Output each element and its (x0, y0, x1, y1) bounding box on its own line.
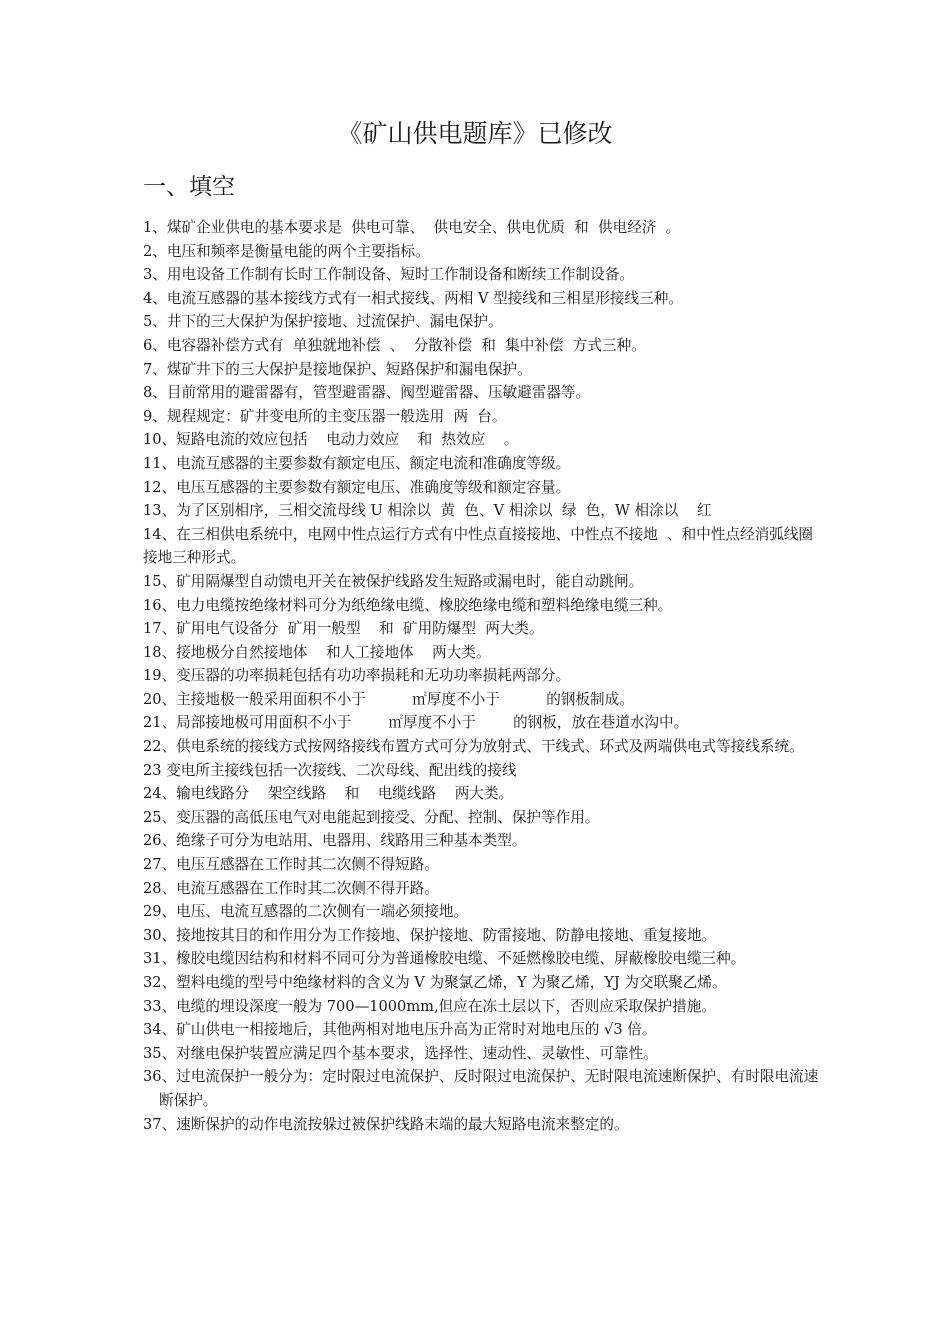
question-item: 17、矿用电气设备分 矿用一般型 和 矿用防爆型 两大类。 (143, 620, 544, 638)
question-item: 25、变压器的高低压电气对电能起到接受、分配、控制、保护等作用。 (143, 808, 600, 826)
question-item: 14、在三相供电系统中，电网中性点运行方式有中性点直接接地、中性点不接地 、和中性点经消弧线圈接地三种形式。 (143, 525, 813, 567)
question-item: 26、绝缘子可分为电站用、电器用、线路用三种基本类型。 (143, 832, 527, 850)
question-item: 34、矿山供电一相接地后，其他两相对地电压升高为正常时对地电压的 √3 倍。 (143, 1021, 657, 1039)
question-item: 29、电压、电流互感器的二次侧有一端必须接地。 (143, 903, 469, 921)
section-heading: 一、填空 (143, 174, 235, 200)
question-item: 32、塑料电缆的型号中绝缘材料的含义为 V 为聚氯乙烯，Y 为聚乙烯，YJ 为交联聚乙烯。 (143, 974, 727, 991)
question-list (143, 216, 823, 1136)
question-item: 35、对继电保护装置应满足四个基本要求，选择性、速动性、灵敏性、可靠性。 (143, 1044, 658, 1062)
question-item: 37、速断保护的动作电流按躲过被保护线路末端的最大短路电流来整定的。 (143, 1115, 629, 1133)
question-item: 4、电流互感器的基本接线方式有一相式接线、两相 V 型接线和三相星形接线三种。 (143, 289, 683, 307)
question-item: 36、过电流保护一般分为：定时限过电流保护、反时限过电流保护、无时限电流速断保护、有时限电流速断保护。 (143, 1068, 819, 1109)
question-item: 9、规程规定：矿井变电所的主变压器一般选用 两 台。 (143, 407, 507, 425)
question-item: 15、矿用隔爆型自动馈电开关在被保护线路发生短路或漏电时，能自动跳闸。 (143, 572, 644, 590)
question-item: 11、电流互感器的主要参数有额定电压、额定电流和准确度等级。 (143, 454, 571, 472)
question-item: 33、电缆的埋设深度一般为 700—1000mm,但应在冻土层以下，否则应采取保护措施。 (143, 997, 716, 1015)
question-item: 1、煤矿企业供电的基本要求是 供电可靠、 供电安全、供电优质 和 供电经济 。 (143, 219, 681, 236)
question-item: 7、煤矿井下的三大保护是接地保护、短路保护和漏电保护。 (143, 360, 532, 378)
question-item: 24、输电线路分 架空线路 和 电缆线路 两大类。 (143, 785, 514, 803)
question-item: 12、电压互感器的主要参数有额定电压、准确度等级和额定容量。 (143, 478, 571, 496)
question-item: 22、供电系统的接线方式按网络接线布置方式可分为放射式、干线式、环式及两端供电式等接线系统。 (143, 738, 804, 756)
question-item: 6、电容器补偿方式有 单独就地补偿 、 分散补偿 和 集中补偿 方式三种。 (143, 336, 646, 354)
question-item: 19、变压器的功率损耗包括有功功率损耗和无功功率损耗两部分。 (143, 667, 571, 685)
question-item: 28、电流互感器在工作时其二次侧不得开路。 (143, 879, 439, 897)
question-item: 27、电压互感器在工作时其二次侧不得短路。 (143, 856, 439, 874)
document-title: 《矿山供电题库》已修改 (337, 119, 613, 148)
question-item: 5、井下的三大保护为保护接地、过流保护、漏电保护。 (143, 313, 503, 331)
question-item: 3、用电设备工作制有长时工作制设备、短时工作制设备和断续工作制设备。 (143, 266, 634, 284)
question-item: 10、短路电流的效应包括 电动力效应 和 热效应 。 (143, 431, 519, 449)
question-item: 13、为了区别相序，三相交流母线 U 相涂以 黄 色、V 相涂以 绿 色，W 相涂以 红 (143, 502, 712, 520)
question-item: 21、局部接地极可用面积不小于 ㎡厚度不小于 的钢板，放在巷道水沟中。 (143, 714, 689, 732)
question-item: 23 变电所主接线包括一次接线、二次母线、配出线的接线 (143, 761, 517, 779)
question-item: 20、主接地极一般采用面积不小于 ㎡厚度不小于 的钢板制成。 (143, 690, 634, 708)
question-item: 18、接地极分自然接地体 和人工接地体 两大类。 (143, 643, 491, 661)
question-item: 31、橡胶电缆因结构和材料不同可分为普通橡胶电缆、不延燃橡胶电缆、屏蔽橡胶电缆三种。 (143, 950, 746, 968)
question-item: 2、电压和频率是衡量电能的两个主要指标。 (143, 242, 430, 260)
question-item: 30、接地按其目的和作用分为工作接地、保护接地、防雷接地、防静电接地、重复接地。 (143, 926, 717, 944)
question-item: 16、电力电缆按绝缘材料可分为纸绝缘电缆、橡胶绝缘电缆和塑料绝缘电缆三种。 (143, 596, 673, 614)
question-item: 8、目前常用的避雷器有，管型避雷器、阀型避雷器、压敏避雷器等。 (143, 384, 591, 402)
